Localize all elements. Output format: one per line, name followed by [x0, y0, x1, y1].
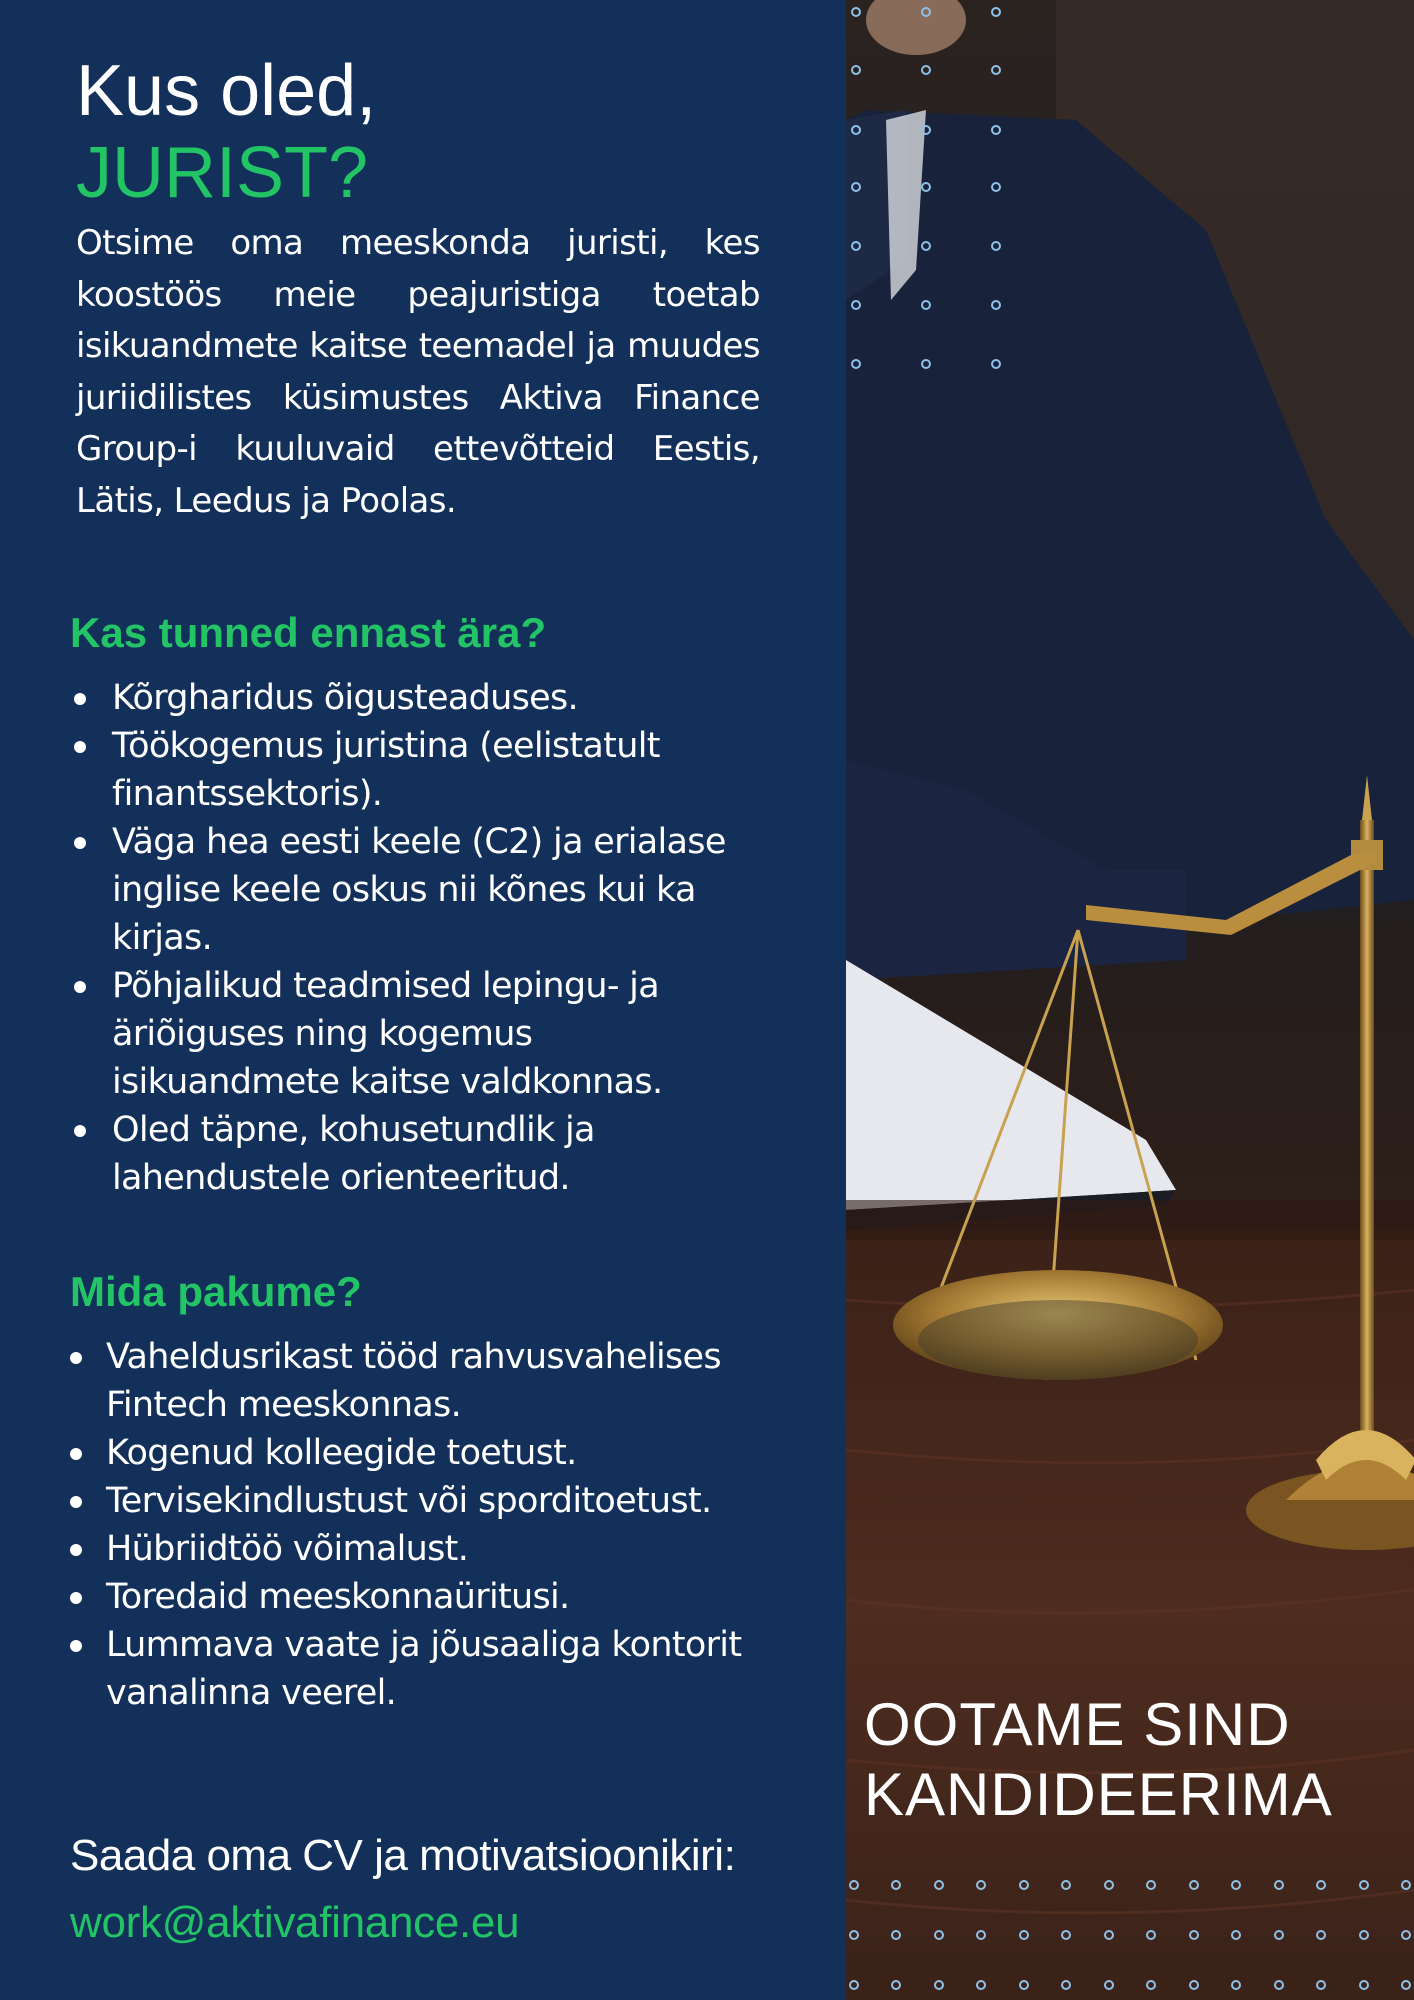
apply-call-to-action — [864, 1690, 1333, 1830]
list-item: Lummava vaate ja jõusaaliga kontorit vanalinna veerel. — [70, 1621, 790, 1717]
list-item: Väga hea eesti keele (C2) ja erialase inglise keele oskus nii kõnes kui ka kirjas. — [70, 818, 760, 962]
cta-line1: OOTAME SIND — [864, 1691, 1291, 1758]
list-item: Põhjalikud teadmised lepingu- ja äriõiguses ning kogemus isikuandmete kaitse valdkonnas. — [70, 962, 760, 1106]
list-item: Toredaid meeskonnaüritusi. — [70, 1573, 790, 1621]
list-item: Oled täpne, kohusetundlik ja lahendustele orienteeritud. — [70, 1106, 760, 1202]
list-item: Töökogemus juristina (eelistatult finantssektoris). — [70, 722, 760, 818]
cta-line2: KANDIDEERIMA — [864, 1761, 1333, 1828]
list-item: Tervisekindlustust või sporditoetust. — [70, 1477, 790, 1525]
list-item: Kogenud kolleegide toetust. — [70, 1429, 790, 1477]
list-item: Kõrgharidus õigusteaduses. — [70, 674, 760, 722]
contact-email-link[interactable]: work@aktivafinance.eu — [70, 1898, 520, 1947]
intro-paragraph: Otsime oma meeskonda juristi, kes koostöös meie peajuristiga toetab isikuandmete kaitse teemadel ja muudes juriidilistes küsimustes Aktiva Finance Group-i kuuluvaid ettevõtteid Eestis, Lätis, Leedus ja Poolas. — [76, 223, 760, 521]
headline-job-title: JURIST? — [76, 133, 369, 213]
headline-line1: Kus oled, — [76, 51, 377, 131]
list-item: Hübriidtöö võimalust. — [70, 1525, 790, 1573]
headline — [76, 50, 376, 214]
requirements-list — [70, 674, 760, 1202]
contact-text: Saada oma CV ja motivatsioonikiri: — [70, 1831, 736, 1880]
requirements-title: Kas tunned ennast ära? — [70, 609, 547, 656]
list-item: Vaheldusrikast tööd rahvusvahelises Fintech meeskonnas. — [70, 1333, 790, 1429]
offer-title: Mida pakume? — [70, 1268, 362, 1315]
offer-list — [70, 1333, 790, 1717]
